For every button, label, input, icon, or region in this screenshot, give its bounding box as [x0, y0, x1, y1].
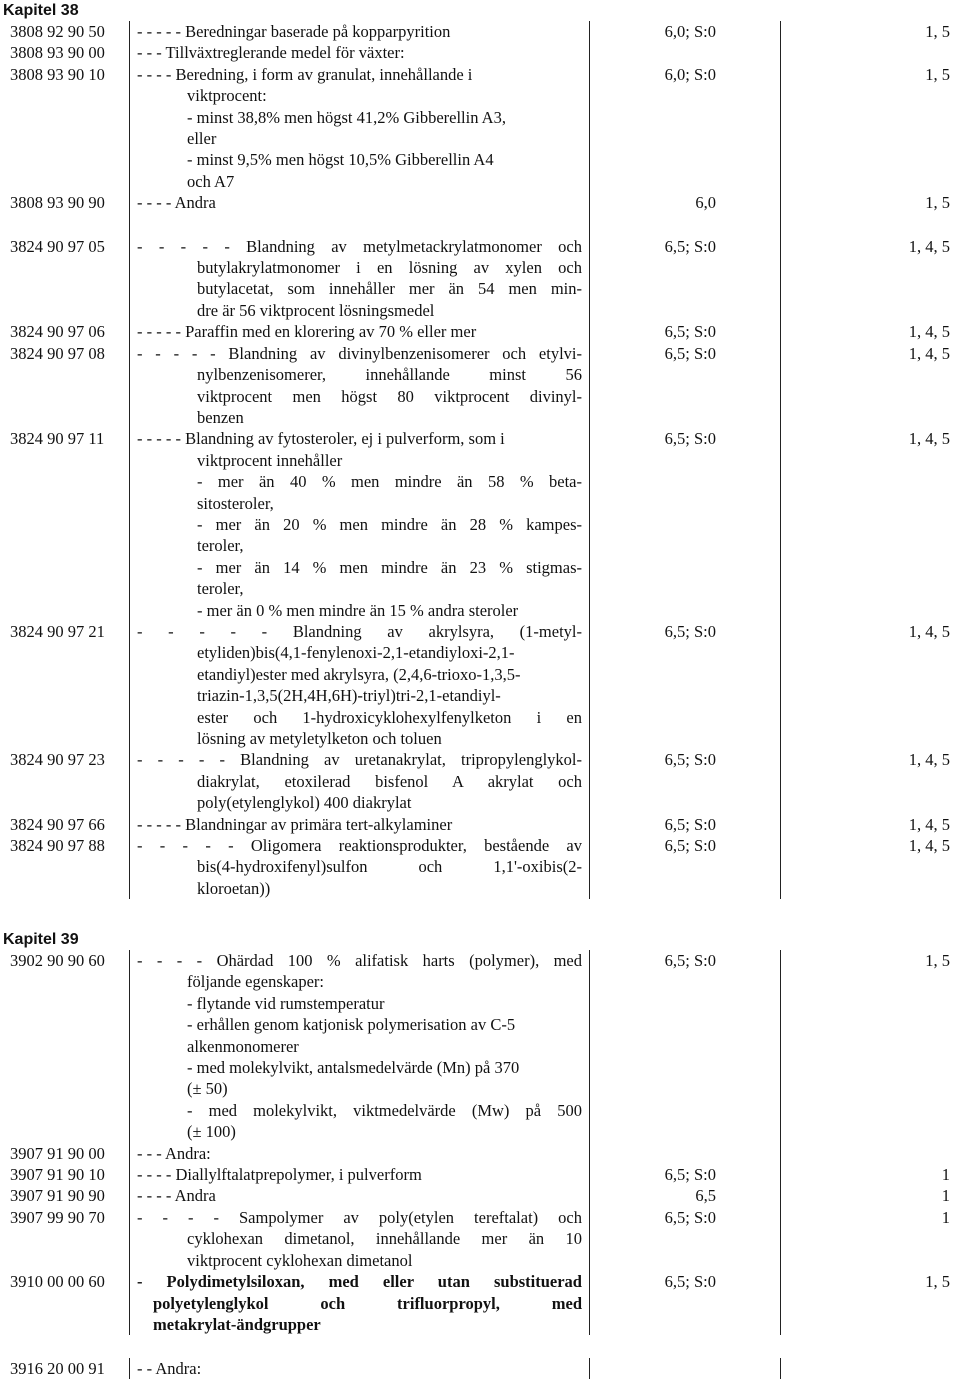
duty-rate: [590, 1143, 780, 1164]
goods-description: [129, 64, 590, 192]
row-spacer: [0, 214, 960, 236]
goods-description: [129, 1143, 590, 1164]
tariff-code: 3808 93 90 10: [10, 64, 105, 84]
goods-description: [129, 21, 590, 42]
tariff-code: 3907 91 90 90: [10, 1186, 105, 1206]
description-line: bis(4-hydroxifenyl)sulfon och 1,1'-oxibis(2-: [197, 857, 582, 877]
description-line: - - - - Diallylftalatprepolymer, i pulverform: [137, 1165, 422, 1185]
description-line: - mer än 14 % men mindre än 23 % stigmas-: [197, 557, 582, 577]
duty-rate: 6,5; S:0: [664, 322, 716, 342]
table-row: [0, 42, 960, 63]
description-line: - - - - Sampolymer av poly(etylen tereftalat) och: [137, 1207, 582, 1227]
description-line: - - - - - Blandning av akrylsyra, (1-metyl-: [137, 621, 582, 641]
tariff-code: 3902 90 90 60: [10, 951, 105, 970]
table-row: [0, 428, 960, 621]
description-line: - mer än 20 % men mindre än 28 % kampes-: [197, 514, 582, 534]
description-line: poly(etylenglykol) 400 diakrylat: [197, 793, 412, 813]
table-row: [0, 321, 960, 342]
tariff-code: 3910 00 00 60: [10, 1272, 105, 1292]
description-line: - - - - - Beredningar baserade på kopparpyrition: [137, 22, 451, 41]
chapter-39-heading: Kapitel 39: [3, 931, 79, 948]
duty-rate: 6,5; S:0: [664, 1272, 716, 1292]
description-line: - - - - - Blandning av fytosteroler, ej i pulverform, som i: [137, 429, 505, 449]
goods-description: [129, 1271, 590, 1335]
description-line: alkenmonomerer: [187, 1036, 299, 1056]
table-row: [0, 1207, 960, 1271]
description-line: - - - - Andra: [137, 193, 216, 213]
description-line: - med molekylvikt, antalsmedelvärde (Mn) på 370: [187, 1058, 520, 1078]
goods-description: [129, 1358, 590, 1379]
description-line: - - - - - Blandning av metylmetackrylatmonomer och: [137, 236, 582, 256]
tariff-code: 3916 20 00 91: [10, 1359, 105, 1378]
tariff-code: 3808 93 90 90: [10, 193, 105, 213]
description-line: butylacetat, som innehåller mer än 54 men min-: [197, 279, 582, 299]
description-line: följande egenskaper:: [187, 972, 324, 992]
duty-rate: 6,0: [695, 193, 716, 213]
description-line: kloroetan)): [197, 878, 271, 898]
duty-rate: 6,5: [695, 1186, 716, 1206]
description-line: ester och 1-hydroxicyklohexylfenylketon i en: [197, 707, 582, 727]
goods-description: [129, 835, 590, 899]
footnote-refs: 1: [780, 1164, 960, 1185]
description-line: - - Andra:: [137, 1359, 202, 1378]
description-line: dre är 56 viktprocent lösningsmedel: [197, 300, 435, 320]
description-line: lösning av metyletylketon och toluen: [197, 729, 442, 748]
duty-rate: 6,5; S:0: [664, 951, 716, 970]
description-line: sitosteroler,: [197, 493, 274, 513]
table-row: [0, 814, 960, 835]
tariff-code: 3824 90 97 05: [10, 236, 105, 256]
goods-description: [129, 42, 590, 63]
table-row: [0, 1164, 960, 1185]
goods-description: [129, 950, 590, 1143]
trailing-table: [0, 1358, 960, 1379]
description-line: polyetylenglykol och trifluorpropyl, med: [153, 1293, 582, 1313]
description-line: diakrylat, etoxilerad bisfenol A akrylat och: [197, 771, 582, 791]
description-line: - minst 38,8% men högst 41,2% Gibberellin A3,: [187, 107, 506, 127]
table-row: [0, 21, 960, 42]
goods-description: [129, 749, 590, 813]
footnote-refs: 1, 4, 5: [780, 814, 960, 835]
chapter-38-table: [0, 21, 960, 899]
goods-description: [129, 236, 590, 322]
description-line: - - - - Andra: [137, 1186, 216, 1206]
table-row: [0, 621, 960, 749]
goods-description: [129, 321, 590, 342]
description-line: - flytande vid rumstemperatur: [187, 993, 385, 1013]
tariff-code: 3808 92 90 50: [10, 22, 105, 41]
goods-description: [129, 621, 590, 749]
footnote-refs: [780, 1358, 960, 1379]
tariff-code: 3907 91 90 00: [10, 1143, 105, 1163]
description-line: viktprocent men högst 80 viktprocent divinyl-: [197, 386, 582, 406]
tariff-code: 3824 90 97 88: [10, 836, 105, 856]
table-row: [0, 835, 960, 899]
footnote-refs: 1, 4, 5: [780, 621, 960, 749]
footnote-refs: 1, 5: [780, 64, 960, 192]
tariff-code: 3808 93 90 00: [10, 43, 105, 63]
table-row: [0, 1271, 960, 1335]
duty-rate: 6,5; S:0: [664, 836, 716, 856]
footnote-refs: 1, 4, 5: [780, 236, 960, 322]
footnote-refs: 1, 4, 5: [780, 835, 960, 899]
footnote-refs: 1, 5: [780, 950, 960, 1143]
duty-rate: 6,5; S:0: [664, 1165, 716, 1185]
table-row: [0, 64, 960, 192]
goods-description: [129, 428, 590, 621]
duty-rate: 6,5; S:0: [664, 343, 716, 363]
goods-description: [129, 343, 590, 429]
description-line: - erhållen genom katjonisk polymerisation av C-5: [187, 1015, 516, 1035]
footnote-refs: 1, 4, 5: [780, 321, 960, 342]
description-line: metakrylat-ändgrupper: [153, 1314, 321, 1334]
tariff-code: 3907 99 90 70: [10, 1207, 105, 1227]
table-row: [0, 1185, 960, 1206]
chapter-38-heading: Kapitel 38: [3, 2, 79, 19]
duty-rate: 6,5; S:0: [664, 621, 716, 641]
description-line: etandiyl)ester med akrylsyra, (2,4,6-trioxo-1,3,5-: [197, 664, 521, 684]
footnote-refs: [780, 42, 960, 63]
duty-rate: 6,5; S:0: [664, 1207, 716, 1227]
footnote-refs: 1, 5: [780, 21, 960, 42]
description-line: - Polydimetylsiloxan, med eller utan substituerad: [137, 1272, 582, 1292]
description-line: - mer än 40 % men mindre än 58 % beta-: [197, 472, 582, 492]
description-line: teroler,: [197, 579, 244, 599]
goods-description: [129, 1164, 590, 1185]
description-line: eller: [187, 129, 217, 149]
description-line: butylakrylatmonomer i en lösning av xylen och: [197, 258, 582, 278]
tariff-code: 3824 90 97 08: [10, 343, 105, 363]
description-line: viktprocent innehåller: [197, 450, 343, 470]
chapter-39-table: [0, 950, 960, 1335]
goods-description: [129, 1185, 590, 1206]
description-line: - - - - - Blandningar av primära tert-alkylaminer: [137, 814, 453, 834]
description-line: viktprocent cyklohexan dimetanol: [187, 1250, 413, 1270]
description-line: cyklohexan dimetanol, innehållande mer än 10: [187, 1229, 582, 1249]
footnote-refs: 1, 5: [780, 1271, 960, 1335]
table-row: [0, 1143, 960, 1164]
goods-description: [129, 814, 590, 835]
description-line: etyliden)bis(4,1-fenylenoxi-2,1-etandiyloxi-2,1-: [197, 643, 515, 663]
table-row: [0, 1358, 960, 1379]
duty-rate: 6,0; S:0: [664, 22, 716, 41]
tariff-code: 3824 90 97 11: [10, 429, 105, 449]
footnote-refs: 1: [780, 1185, 960, 1206]
description-line: triazin-1,3,5(2H,4H,6H)-triyl)tri-2,1-etandiyl-: [197, 686, 501, 706]
duty-rate: 6,5; S:0: [664, 236, 716, 256]
description-line: - - - - Beredning, i form av granulat, innehållande i: [137, 64, 473, 84]
duty-rate: [590, 42, 780, 63]
description-line: nylbenzenisomerer, innehållande minst 56: [197, 365, 582, 385]
duty-rate: [590, 1358, 780, 1379]
tariff-code: 3824 90 97 06: [10, 322, 105, 342]
footnote-refs: 1: [780, 1207, 960, 1271]
footnote-refs: 1, 4, 5: [780, 749, 960, 813]
footnote-refs: 1, 5: [780, 192, 960, 213]
tariff-code: 3824 90 97 66: [10, 814, 105, 834]
description-line: (± 50): [187, 1079, 228, 1099]
description-line: - - - - - Oligomera reaktionsprodukter, bestående av: [137, 836, 582, 856]
table-row: [0, 343, 960, 429]
description-line: - - - - - Blandning av divinylbenzenisomerer och etylvi-: [137, 343, 582, 363]
description-line: - - - Tillväxtreglerande medel för växter:: [137, 43, 405, 63]
description-line: - - - - - Paraffin med en klorering av 70 % eller mer: [137, 322, 477, 342]
footnote-refs: 1, 4, 5: [780, 428, 960, 621]
duty-rate: 6,5; S:0: [664, 750, 716, 770]
description-line: - mer än 0 % men mindre än 15 % andra steroler: [197, 600, 519, 620]
goods-description: [129, 192, 590, 213]
footnote-refs: [780, 1143, 960, 1164]
duty-rate: 6,0; S:0: [664, 64, 716, 84]
table-row: [0, 749, 960, 813]
description-line: (± 100): [187, 1122, 236, 1142]
description-line: - - - - Ohärdad 100 % alifatisk harts (polymer), med: [137, 951, 582, 970]
table-row: [0, 950, 960, 1143]
duty-rate: 6,5; S:0: [664, 429, 716, 449]
table-row: [0, 192, 960, 213]
description-line: - - - Andra:: [137, 1143, 211, 1163]
tariff-code: 3824 90 97 23: [10, 750, 105, 770]
tariff-code: 3824 90 97 21: [10, 621, 105, 641]
description-line: viktprocent:: [187, 86, 267, 106]
goods-description: [129, 1207, 590, 1271]
footnote-refs: 1, 4, 5: [780, 343, 960, 429]
description-line: teroler,: [197, 536, 244, 556]
duty-rate: 6,5; S:0: [664, 814, 716, 834]
description-line: - med molekylvikt, viktmedelvärde (Mw) på 500: [187, 1100, 582, 1120]
table-row: [0, 236, 960, 322]
description-line: och A7: [187, 171, 235, 191]
description-line: benzen: [197, 407, 244, 427]
tariff-code: 3907 91 90 10: [10, 1165, 105, 1185]
description-line: - minst 9,5% men högst 10,5% Gibberellin A4: [187, 150, 494, 170]
description-line: - - - - - Blandning av uretanakrylat, tripropylenglykol-: [137, 750, 582, 770]
